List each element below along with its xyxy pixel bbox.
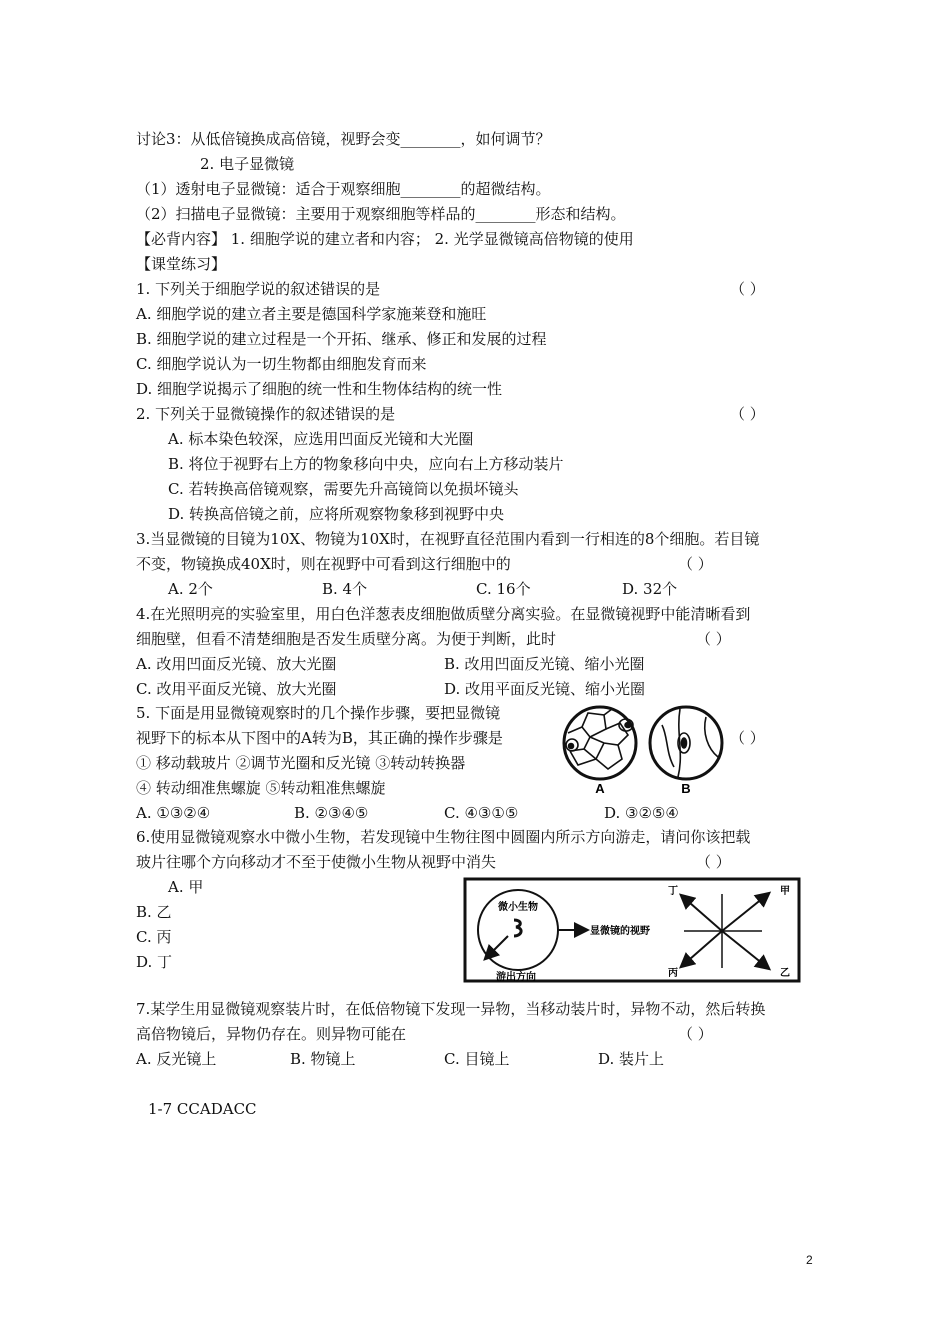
- q7-line1: 7.某学生用显微镜观察装片时，在低倍物镜下发现一异物，当移动装片时，异物不动，然后转换: [136, 1000, 766, 1018]
- q5-option-b: B. ②③④⑤: [294, 804, 369, 822]
- q3-option-b: B. 4个: [322, 580, 368, 598]
- q6-line1: 6.使用显微镜观察水中微小生物，若发现镜中生物往图中圆圈内所示方向游走，请问你该把载: [136, 828, 751, 846]
- q6-option-d: D. 丁: [136, 953, 173, 971]
- q5-option-a: A. ①③②④: [136, 804, 211, 822]
- must-recite: 【必背内容】 1. 细胞学说的建立者和内容； 2. 光学显微镜高倍物镜的使用: [136, 230, 634, 248]
- q5-option-c: C. ④③①⑤: [444, 804, 519, 822]
- q7-option-d: D. 装片上: [598, 1050, 665, 1068]
- field-of-view-label: 显微镜的视野: [590, 926, 650, 937]
- q5-line1: 5. 下面是用显微镜观察时的几个操作步骤，要把显微镜: [136, 704, 501, 722]
- q7-option-c: C. 目镜上: [444, 1050, 510, 1068]
- q6-option-c: C. 丙: [136, 928, 172, 946]
- q1-option-b: B. 细胞学说的建立过程是一个开拓、继承、修正和发展的过程: [136, 330, 547, 348]
- q7-option-b: B. 物镜上: [290, 1050, 356, 1068]
- direction-bing: 丙: [668, 968, 678, 979]
- field-b-label: B: [681, 781, 691, 795]
- answer-key: 1-7 CCADACC: [148, 1100, 257, 1118]
- discussion-3: 讨论3：从低倍镜换成高倍镜，视野会变________，如何调节？: [136, 130, 551, 148]
- q5-figure-fields: [556, 703, 736, 795]
- q5-option-d: D. ③②⑤④: [604, 804, 679, 822]
- field-a-label: A: [595, 781, 605, 795]
- q6-option-b: B. 乙: [136, 903, 172, 921]
- q2-option-a: A. 标本染色较深，应选用凹面反光镜和大光圈: [168, 430, 474, 448]
- q6-bracket: （ ）: [696, 853, 731, 871]
- q4-option-b: B. 改用凹面反光镜、缩小光圈: [444, 655, 645, 673]
- sem-line: （2）扫描电子显微镜：主要用于观察细胞等样品的________形态和结构。: [136, 205, 626, 223]
- q3-option-d: D. 32个: [622, 580, 678, 598]
- direction-jia: 甲: [780, 886, 790, 897]
- swim-direction-label: 游出方向: [496, 972, 536, 983]
- q2-stem: 2. 下列关于显微镜操作的叙述错误的是: [136, 405, 396, 423]
- q6-figure-direction: [462, 876, 802, 984]
- q6-option-a: A. 甲: [168, 878, 204, 896]
- q4-bracket: （ ）: [696, 630, 731, 648]
- q1-option-a: A. 细胞学说的建立者主要是德国科学家施莱登和施旺: [136, 305, 487, 323]
- q5-line2: 视野下的标本从下图中的A转为B，其正确的操作步骤是: [136, 729, 503, 747]
- q1-stem: 1. 下列关于细胞学说的叙述错误的是: [136, 280, 381, 298]
- q5-steps-line1: ① 移动载玻片 ②调节光圈和反光镜 ③转动转换器: [136, 754, 466, 772]
- direction-yi: 乙: [780, 968, 790, 979]
- q1-option-c: C. 细胞学说认为一切生物都由细胞发育而来: [136, 355, 427, 373]
- tem-line: （1）透射电子显微镜：适合于观察细胞________的超微结构。: [136, 180, 551, 198]
- q2-option-c: C. 若转换高倍镜观察，需要先升高镜筒以免损坏镜头: [168, 480, 519, 498]
- q4-option-d: D. 改用平面反光镜、缩小光圈: [444, 680, 646, 698]
- q7-bracket: （ ）: [678, 1025, 713, 1043]
- micro-organism-label: 微小生物: [498, 902, 538, 913]
- q3-option-c: C. 16个: [476, 580, 531, 598]
- direction-ding: 丁: [668, 886, 678, 897]
- q5-steps-line2: ④ 转动细准焦螺旋 ⑤转动粗准焦螺旋: [136, 779, 386, 797]
- q2-bracket: （ ）: [730, 405, 765, 423]
- q6-line2: 玻片往哪个方向移动才不至于使微小生物从视野中消失: [136, 853, 497, 871]
- q7-option-a: A. 反光镜上: [136, 1050, 217, 1068]
- q5-bracket: （ ）: [730, 729, 765, 747]
- q4-option-c: C. 改用平面反光镜、放大光圈: [136, 680, 337, 698]
- electron-microscope-heading: 2. 电子显微镜: [200, 155, 295, 173]
- page-number: 2: [806, 1253, 813, 1267]
- q3-option-a: A. 2个: [168, 580, 213, 598]
- q4-line2: 细胞壁，但看不清楚细胞是否发生质壁分离。为便于判断，此时: [136, 630, 557, 648]
- q2-option-b: B. 将位于视野右上方的物象移向中央，应向右上方移动装片: [168, 455, 564, 473]
- practice-heading: 【课堂练习】: [136, 255, 227, 273]
- q4-option-a: A. 改用凹面反光镜、放大光圈: [136, 655, 337, 673]
- q7-line2: 高倍物镜后，异物仍存在。则异物可能在: [136, 1025, 407, 1043]
- q3-line1: 3.当显微镜的目镜为10X、物镜为10X时，在视野直径范围内看到一行相连的8个细胞。若目镜: [136, 530, 760, 548]
- field-a-circle: [564, 707, 636, 779]
- q1-option-d: D. 细胞学说揭示了细胞的统一性和生物体结构的统一性: [136, 380, 503, 398]
- q3-line2: 不变，物镜换成40X时，则在视野中可看到这行细胞中的: [136, 555, 511, 573]
- q2-option-d: D. 转换高倍镜之前，应将所观察物象移到视野中央: [168, 505, 505, 523]
- q1-bracket: （ ）: [730, 280, 765, 298]
- q3-bracket: （ ）: [678, 555, 713, 573]
- q4-line1: 4.在光照明亮的实验室里，用白色洋葱表皮细胞做质壁分离实验。在显微镜视野中能清晰看到: [136, 605, 751, 623]
